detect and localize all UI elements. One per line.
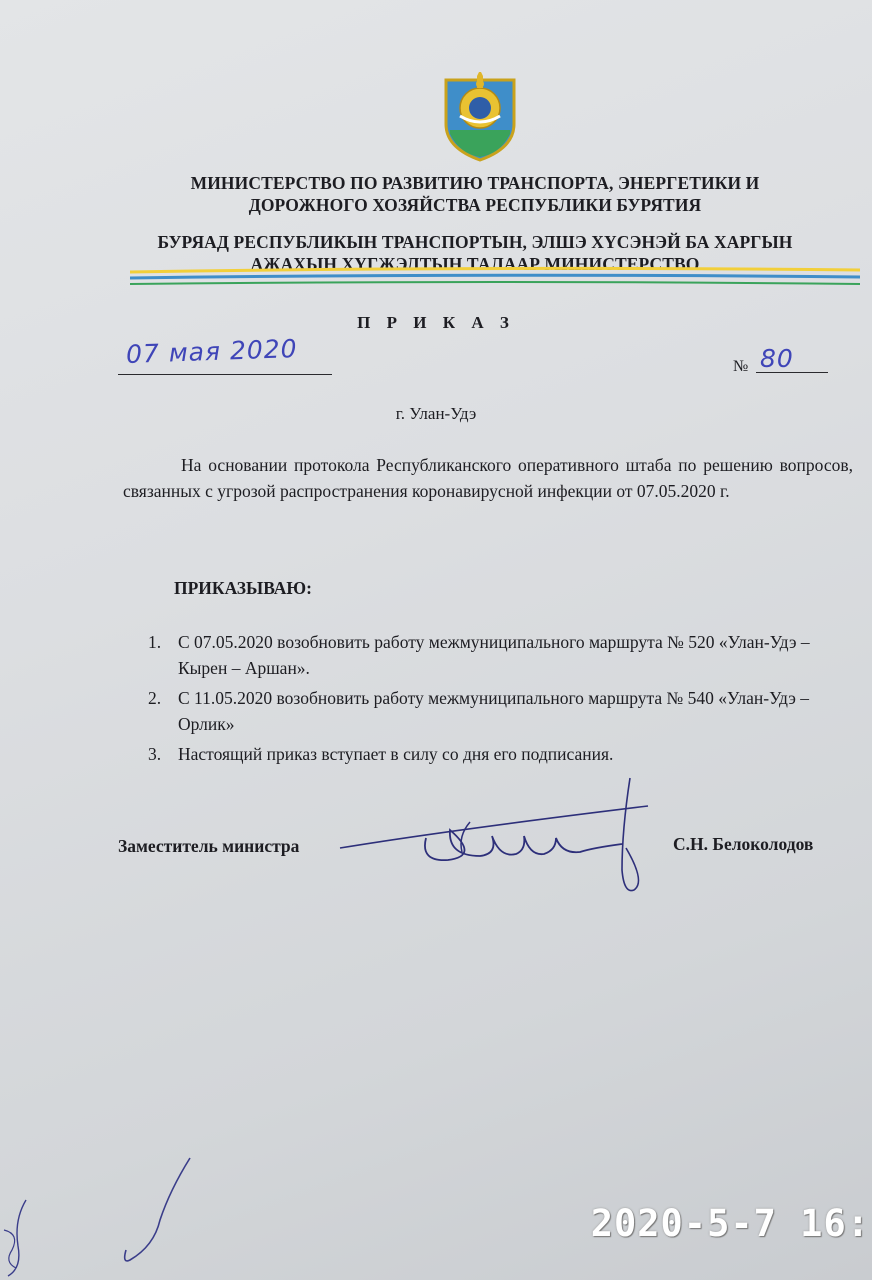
ministry-name-buryat: БУРЯАД РЕСПУБЛИКЫН ТРАНСПОРТЫН, ЭЛШЭ ХҮСЭНЭЙ БА ХАРГЫН АЖАХЫН ХҮГЖЭЛТЫН ТАЛААР МИНИСТЕРСТВО (157, 232, 793, 274)
list-item (148, 685, 858, 737)
photo-timestamp: 2020-5-7 16: (590, 1202, 870, 1245)
flag-color-stripes (130, 264, 860, 292)
document-title: П Р И К А З (357, 313, 515, 332)
list-item (148, 741, 858, 767)
handwritten-number: 80 (760, 344, 794, 373)
item-text: С 11.05.2020 возобновить работу межмуниципального маршрута № 540 «Улан-Удэ – Орлик» (178, 688, 809, 734)
blue-stripe (130, 275, 860, 278)
margin-scribble (0, 1150, 210, 1280)
green-stripe (130, 282, 860, 284)
preamble-paragraph: На основании протокола Республиканского оперативного штаба по решению вопросов, связанных с угрозой распространения коронавирусной инфекции от 07.05.2020 г. (123, 455, 853, 501)
item-number: 3. (148, 744, 162, 764)
date-underline (118, 374, 332, 375)
item-number: 2. (148, 688, 162, 708)
number-underline (756, 372, 828, 373)
city-name: г. Улан-Удэ (395, 404, 477, 423)
item-text: Настоящий приказ вступает в силу со дня его подписания. (178, 744, 614, 764)
signatory-role: Заместитель министра (118, 836, 300, 856)
handwritten-date: 07 мая 2020 (125, 334, 299, 369)
order-heading: ПРИКАЗЫВАЮ: (174, 578, 312, 598)
handwritten-signature (330, 770, 670, 910)
coat-of-arms-emblem (440, 72, 520, 162)
signatory-name: С.Н. Белоколодов (673, 834, 814, 854)
number-label: № (733, 358, 749, 375)
list-item (148, 629, 858, 681)
item-text: С 07.05.2020 возобновить работу межмуниципального маршрута № 520 «Улан-Удэ – Кырен – Аршан». (178, 632, 810, 678)
item-number: 1. (148, 632, 162, 652)
order-items-list (148, 629, 858, 771)
yellow-stripe (130, 268, 860, 272)
ministry-name-russian: МИНИСТЕРСТВО ПО РАЗВИТИЮ ТРАНСПОРТА, ЭНЕРГЕТИКИ И ДОРОЖНОГО ХОЗЯЙСТВА РЕСПУБЛИКИ БУРЯТИЯ (190, 173, 760, 215)
